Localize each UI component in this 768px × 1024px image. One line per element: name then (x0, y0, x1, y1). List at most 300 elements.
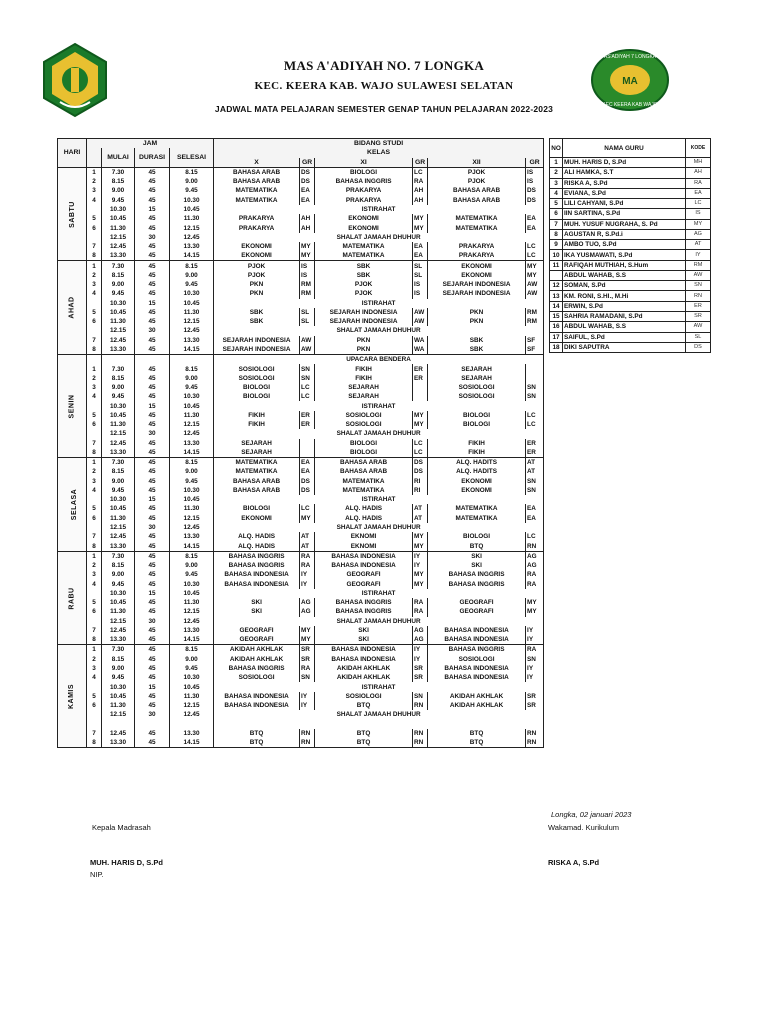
table-row (58, 420, 544, 429)
start-time: 11.30 (102, 514, 135, 523)
duration: 15 (135, 205, 170, 214)
table-row (58, 664, 544, 673)
period-no: 5 (87, 411, 102, 420)
teacher-code-xii: RA (526, 570, 544, 579)
period-no: 7 (87, 242, 102, 251)
subject-x: BAHASA INGGRIS (214, 561, 300, 570)
start-time: 7.30 (102, 364, 135, 373)
teacher-code-xi: IS (413, 280, 428, 289)
teacher-code-xi: DS (413, 458, 428, 468)
end-time: 8.15 (170, 261, 214, 271)
table-row (58, 186, 544, 195)
table-row (58, 355, 544, 365)
subject-xii: BAHASA INDONESIA (428, 664, 526, 673)
start-time: 12.45 (102, 242, 135, 251)
teacher-code-xii: AT (526, 467, 544, 476)
table-row (58, 326, 544, 335)
period-no: 3 (87, 186, 102, 195)
teacher-code-xi (413, 383, 428, 392)
end-time: 8.15 (170, 458, 214, 468)
subject-x: AKIDAH AKHLAK (214, 645, 300, 655)
subject-x: FIKIH (214, 411, 300, 420)
duration: 45 (135, 186, 170, 195)
duration: 45 (135, 271, 170, 280)
end-time: 11.30 (170, 308, 214, 317)
end-time: 13.30 (170, 242, 214, 251)
teacher-name: ALI HAMKA, S.T (563, 168, 686, 178)
period-no: 6 (87, 607, 102, 616)
start-time: 10.30 (102, 495, 135, 504)
teacher-code-xii: RN (526, 729, 544, 738)
period-no: 5 (87, 504, 102, 513)
duration: 15 (135, 401, 170, 410)
period-no: 1 (87, 551, 102, 561)
table-row (58, 682, 544, 691)
duration: 45 (135, 570, 170, 579)
start-time: 10.30 (102, 401, 135, 410)
teacher-code-xii: EA (526, 223, 544, 232)
break-label: SHALAT JAMAAH DHUHUR (214, 429, 544, 438)
end-time: 10.45 (170, 495, 214, 504)
teacher-code-xii: LC (526, 251, 544, 261)
teacher-code-xi: MY (413, 223, 428, 232)
period-no: 1 (87, 364, 102, 373)
duration: 45 (135, 251, 170, 261)
teacher-code-x: MY (300, 242, 315, 251)
period-no: 2 (87, 467, 102, 476)
break-label: ISTIRAHAT (214, 205, 544, 214)
start-time: 12.45 (102, 532, 135, 541)
teacher-code-x: MY (300, 626, 315, 635)
period-no: 8 (87, 738, 102, 748)
header-gr-5: GR (526, 158, 544, 168)
subject-xi: SKI (315, 626, 413, 635)
table-row (58, 448, 544, 458)
teacher-code-xii: EA (526, 214, 544, 223)
table-row (58, 251, 544, 261)
teacher-code-xii: AG (526, 561, 544, 570)
subject-xii: SOSIOLOGI (428, 655, 526, 664)
teacher-no: 4 (550, 188, 563, 198)
teacher-code-xi: IY (413, 655, 428, 664)
table-row (58, 579, 544, 588)
subject-xi: MATEMATIKA (315, 251, 413, 261)
duration: 45 (135, 392, 170, 401)
subject-xi: PJOK (315, 289, 413, 298)
teacher-code-xi: IY (413, 561, 428, 570)
end-time: 12.45 (170, 326, 214, 335)
duration: 45 (135, 504, 170, 513)
subject-xi: GEOGRAFI (315, 570, 413, 579)
teacher-no: 1 (550, 158, 563, 168)
teacher-code-xi: WA (413, 336, 428, 345)
subject-xi: PRAKARYA (315, 186, 413, 195)
teacher-code-x: SN (300, 364, 315, 373)
period-no: 4 (87, 486, 102, 495)
start-time: 9.45 (102, 673, 135, 682)
table-row (58, 223, 544, 232)
end-time: 10.30 (170, 392, 214, 401)
teacher-name: MUH. YUSUF NUGRAHA, S. Pd (563, 219, 686, 229)
start-time: 10.45 (102, 308, 135, 317)
day-label: SENIN (68, 394, 76, 419)
teacher-code-xii: RM (526, 308, 544, 317)
document-title: JADWAL MATA PELAJARAN SEMESTER GENAP TAHUN PELAJARAN 2022-2023 (214, 104, 554, 114)
period-no: 5 (87, 598, 102, 607)
subject-xi: EKONOMI (315, 214, 413, 223)
table-row (58, 738, 544, 748)
duration (135, 355, 170, 365)
teacher-code-x (300, 448, 315, 458)
teacher-code-x: IS (300, 261, 315, 271)
subject-x: SOSIOLOGI (214, 374, 300, 383)
duration: 45 (135, 280, 170, 289)
start-time: 9.00 (102, 570, 135, 579)
header-selesai: SELESAI (170, 148, 214, 167)
subject-xi: BAHASA INGGRIS (315, 607, 413, 616)
teacher-code: RA (686, 178, 711, 188)
start-time: 9.00 (102, 186, 135, 195)
start-time: 13.30 (102, 448, 135, 458)
teacher-row (550, 229, 711, 239)
period-no: 6 (87, 317, 102, 326)
teacher-code-xii: RA (526, 645, 544, 655)
start-time: 12.45 (102, 439, 135, 448)
teacher-code-x: RM (300, 289, 315, 298)
table-row (58, 551, 544, 561)
teacher-code-xii: SN (526, 486, 544, 495)
duration: 45 (135, 214, 170, 223)
table-row (58, 392, 544, 401)
end-time: 10.45 (170, 589, 214, 598)
teacher-code-xii: IS (526, 167, 544, 177)
subject-xi: BAHASA INDONESIA (315, 655, 413, 664)
subject-xii: BAHASA INDONESIA (428, 673, 526, 682)
start-time: 13.30 (102, 738, 135, 748)
end-time: 9.00 (170, 655, 214, 664)
svg-text:MA: MA (622, 76, 638, 87)
period-no: 7 (87, 626, 102, 635)
subject-xii: MATEMATIKA (428, 514, 526, 523)
teacher-code-xii: MY (526, 598, 544, 607)
start-time: 9.00 (102, 383, 135, 392)
teacher-code-x: EA (300, 467, 315, 476)
teacher-code-xii: AT (526, 458, 544, 468)
teacher-code-x: EA (300, 186, 315, 195)
break-label: ISTIRAHAT (214, 495, 544, 504)
teacher-code-xii: EA (526, 504, 544, 513)
teacher-code-xii: LC (526, 411, 544, 420)
period-no: 4 (87, 289, 102, 298)
subject-xii: AKIDAH AKHLAK (428, 701, 526, 710)
duration: 45 (135, 336, 170, 345)
period-no: 8 (87, 541, 102, 551)
teacher-name: AMBO TUO, S.Pd (563, 240, 686, 250)
subject-x: SOSIOLOGI (214, 673, 300, 682)
table-row (58, 710, 544, 719)
break-label: ISTIRAHAT (214, 682, 544, 691)
end-time: 10.30 (170, 196, 214, 205)
period-no (87, 326, 102, 335)
teacher-row (550, 301, 711, 311)
teacher-code-x: SR (300, 645, 315, 655)
table-row (58, 719, 544, 728)
period-no: 8 (87, 251, 102, 261)
period-no: 1 (87, 645, 102, 655)
table-row (58, 729, 544, 738)
subject-x: BAHASA ARAB (214, 167, 300, 177)
end-time: 9.45 (170, 664, 214, 673)
teacher-code-xi (413, 392, 428, 401)
subject-xi: BAHASA INGGRIS (315, 598, 413, 607)
duration: 30 (135, 326, 170, 335)
subject-x: SOSIOLOGI (214, 364, 300, 373)
teacher-row (550, 281, 711, 291)
teacher-name: LILI CAHYANI, S.Pd (563, 199, 686, 209)
subject-xii: SOSIOLOGI (428, 392, 526, 401)
subject-xii: EKONOMI (428, 261, 526, 271)
teacher-no: 15 (550, 311, 563, 321)
day-cell (58, 551, 87, 645)
teacher-no: 11 (550, 260, 563, 270)
duration: 45 (135, 551, 170, 561)
duration: 45 (135, 458, 170, 468)
end-time: 9.45 (170, 280, 214, 289)
teacher-code-xi: AG (413, 626, 428, 635)
end-time: 14.15 (170, 738, 214, 748)
break-label: ISTIRAHAT (214, 299, 544, 308)
teacher-row (550, 219, 711, 229)
period-no: 3 (87, 664, 102, 673)
duration: 45 (135, 664, 170, 673)
subject-x: MATEMATIKA (214, 196, 300, 205)
teacher-header-no: NO (550, 139, 563, 158)
table-row (58, 589, 544, 598)
subject-xii: PKN (428, 317, 526, 326)
period-no (87, 495, 102, 504)
end-time: 10.45 (170, 682, 214, 691)
header-jam: JAM (87, 139, 214, 149)
teacher-code-xii: RA (526, 579, 544, 588)
subject-xi: BIOLOGI (315, 448, 413, 458)
period-no: 5 (87, 214, 102, 223)
teacher-code-xi: SL (413, 271, 428, 280)
subject-xi: BAHASA INDONESIA (315, 645, 413, 655)
teacher-code-x: DS (300, 477, 315, 486)
subject-xii: SBK (428, 336, 526, 345)
teacher-code-xii: MY (526, 261, 544, 271)
teacher-code-xi: IS (413, 289, 428, 298)
table-row (58, 364, 544, 373)
period-no: 3 (87, 477, 102, 486)
duration: 30 (135, 523, 170, 532)
subject-x: EKONOMI (214, 514, 300, 523)
teacher-no: 6 (550, 209, 563, 219)
subject-x: SEJARAH INDONESIA (214, 345, 300, 355)
subject-x: PKN (214, 289, 300, 298)
duration: 45 (135, 411, 170, 420)
teacher-code-x: LC (300, 383, 315, 392)
subject-xi: BIOLOGI (315, 167, 413, 177)
period-no: 3 (87, 570, 102, 579)
subject-xi: PJOK (315, 280, 413, 289)
svg-text:AS'ADIYAH 7 LONGKA: AS'ADIYAH 7 LONGKA (603, 54, 657, 60)
subject-x: FIKIH (214, 420, 300, 429)
teacher-code: RN (686, 291, 711, 301)
teacher-name: AGUSTAN R, S.Pd.i (563, 229, 686, 239)
teacher-code-xi: RN (413, 729, 428, 738)
teacher-code: MY (686, 219, 711, 229)
teacher-code-xi: SR (413, 664, 428, 673)
period-no: 4 (87, 579, 102, 588)
schedule-table (57, 138, 544, 748)
teacher-code-xii: LC (526, 532, 544, 541)
subject-xii: PRAKARYA (428, 251, 526, 261)
place-date: Longka, 02 januari 2023 (551, 810, 632, 819)
table-row (58, 429, 544, 438)
table-row (58, 504, 544, 513)
header-spacer (87, 158, 102, 168)
teacher-name: SAIFUL, S.Pd (563, 332, 686, 342)
teacher-code-xii: MY (526, 271, 544, 280)
end-time: 12.15 (170, 420, 214, 429)
period-no: 8 (87, 345, 102, 355)
table-row (58, 299, 544, 308)
teacher-code-x: AW (300, 336, 315, 345)
day-label: AHAD (68, 296, 76, 319)
subject-x: BAHASA INDONESIA (214, 692, 300, 701)
teacher-header-name: NAMA GURU (563, 139, 686, 158)
subject-xii: BTQ (428, 738, 526, 748)
end-time: 12.15 (170, 317, 214, 326)
period-no: 6 (87, 514, 102, 523)
end-time: 11.30 (170, 504, 214, 513)
teacher-code: LC (686, 199, 711, 209)
teacher-name: KM. RONI, S.HI., M.Hi (563, 291, 686, 301)
subject-xi: SEJARAH (315, 392, 413, 401)
teacher-code-xi: IY (413, 551, 428, 561)
subject-x: MATEMATIKA (214, 458, 300, 468)
subject-xii: SKI (428, 551, 526, 561)
duration: 45 (135, 317, 170, 326)
period-no: 2 (87, 561, 102, 570)
period-no (87, 589, 102, 598)
subject-xi: EKONOMI (315, 223, 413, 232)
subject-xii: BTQ (428, 541, 526, 551)
table-row (58, 167, 544, 177)
teacher-code-xi: RA (413, 598, 428, 607)
period-no: 7 (87, 729, 102, 738)
subject-xi: BAHASA INGGRIS (315, 177, 413, 186)
teacher-code-x: SL (300, 317, 315, 326)
teacher-no: 17 (550, 332, 563, 342)
subject-x: BAHASA INDONESIA (214, 701, 300, 710)
subject-x: GEOGRAFI (214, 635, 300, 645)
start-time: 10.45 (102, 411, 135, 420)
teacher-row (550, 188, 711, 198)
start-time: 9.45 (102, 486, 135, 495)
start-time: 11.30 (102, 701, 135, 710)
subject-xii: BAHASA ARAB (428, 186, 526, 195)
teacher-code-xi: MY (413, 214, 428, 223)
duration: 45 (135, 383, 170, 392)
duration: 45 (135, 692, 170, 701)
table-row (58, 626, 544, 635)
end-time: 10.30 (170, 579, 214, 588)
duration: 45 (135, 467, 170, 476)
subject-xii: EKONOMI (428, 271, 526, 280)
period-no: 8 (87, 448, 102, 458)
teacher-row (550, 342, 711, 352)
subject-xi: ALQ. HADIS (315, 514, 413, 523)
start-time (102, 355, 135, 365)
period-no: 6 (87, 701, 102, 710)
duration: 45 (135, 439, 170, 448)
subject-xii: SEJARAH INDONESIA (428, 280, 526, 289)
teacher-code-xi: RA (413, 607, 428, 616)
end-time: 8.15 (170, 167, 214, 177)
teacher-code-xi: LC (413, 448, 428, 458)
subject-xii: EKONOMI (428, 486, 526, 495)
duration: 45 (135, 289, 170, 298)
start-time: 10.45 (102, 598, 135, 607)
subject-xii: PKN (428, 308, 526, 317)
subject-xi: BAHASA INDONESIA (315, 551, 413, 561)
header-x-0: X (214, 158, 300, 168)
start-time: 9.45 (102, 289, 135, 298)
teacher-code-x: DS (300, 177, 315, 186)
subject-xi: FIKIH (315, 374, 413, 383)
teacher-code-xi: MY (413, 541, 428, 551)
end-time: 11.30 (170, 598, 214, 607)
subject-xii: SEJARAH (428, 364, 526, 373)
duration: 45 (135, 541, 170, 551)
teacher-row (550, 260, 711, 270)
table-row (58, 541, 544, 551)
duration: 45 (135, 701, 170, 710)
subject-xii: SOSIOLOGI (428, 383, 526, 392)
teacher-code-x: ER (300, 420, 315, 429)
teacher-row (550, 250, 711, 260)
teacher-code: DS (686, 342, 711, 352)
period-no (87, 719, 102, 728)
subject-xii: BIOLOGI (428, 411, 526, 420)
teacher-no: 16 (550, 322, 563, 332)
period-no (87, 523, 102, 532)
subject-xii: FIKIH (428, 439, 526, 448)
period-no: 1 (87, 261, 102, 271)
period-no: 2 (87, 655, 102, 664)
start-time: 7.30 (102, 645, 135, 655)
end-time: 10.45 (170, 299, 214, 308)
teacher-code-xii: RM (526, 317, 544, 326)
end-time: 12.15 (170, 514, 214, 523)
teacher-no: 13 (550, 291, 563, 301)
period-no: 7 (87, 532, 102, 541)
period-no: 4 (87, 392, 102, 401)
teacher-row (550, 199, 711, 209)
table-row (58, 233, 544, 242)
start-time: 9.45 (102, 196, 135, 205)
teacher-no: 10 (550, 250, 563, 260)
teacher-no: 14 (550, 301, 563, 311)
subject-xii: ALQ. HADITS (428, 467, 526, 476)
subject-x: SBK (214, 317, 300, 326)
end-time: 9.45 (170, 477, 214, 486)
start-time (102, 719, 135, 728)
break-label: ISTIRAHAT (214, 401, 544, 410)
teacher-code-xii: LC (526, 242, 544, 251)
